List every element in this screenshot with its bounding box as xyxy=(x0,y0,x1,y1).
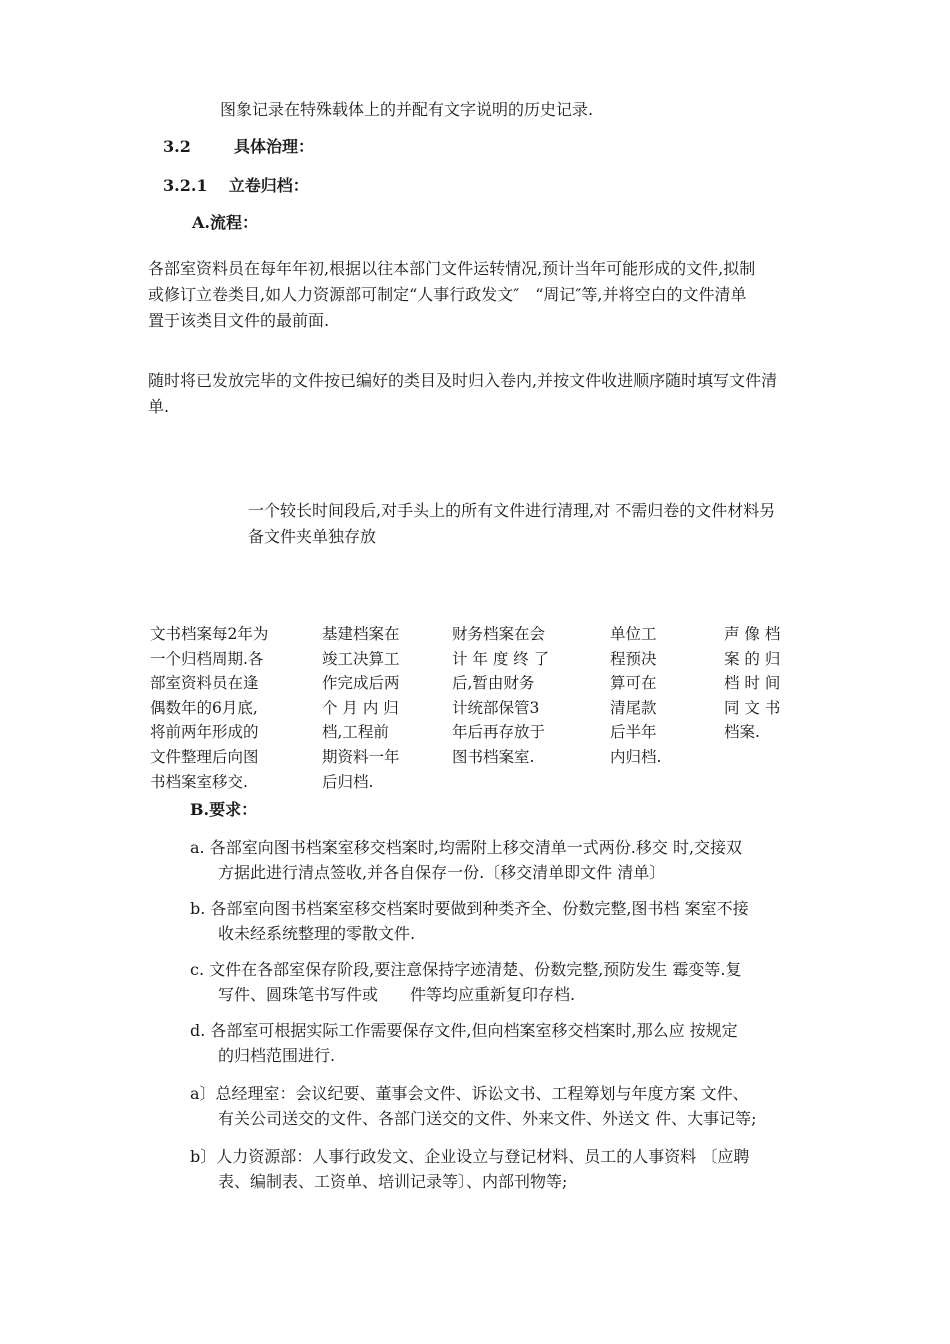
column-line: 一个归档周期.各 xyxy=(150,649,264,668)
requirement-line: 收未经系统整理的零散文件. xyxy=(218,924,416,943)
column-line: 单位工 xyxy=(610,625,657,643)
column-line: 内归档. xyxy=(610,747,662,766)
paragraph-1 xyxy=(148,256,755,334)
paragraph-line: 一个较长时间段后,对手头上的所有文件进行清理,对 不需归卷的文件材料另 xyxy=(248,501,776,520)
requirement-line: 的归档范围进行. xyxy=(218,1046,336,1065)
column-line: 案 的 归 xyxy=(724,649,781,668)
column-line: 偶数年的6月底, xyxy=(150,698,258,717)
column-line: 财务档案在会 xyxy=(452,625,546,643)
column-finance xyxy=(452,622,549,770)
scope-hr-department xyxy=(190,1144,749,1194)
requirement-a xyxy=(190,835,742,885)
column-line: 清尾款 xyxy=(610,698,657,717)
column-line: 档 时 间 xyxy=(724,674,781,693)
requirement-line: 表、编制表、工资单、培训记录等〕、内部刊物等; xyxy=(218,1172,568,1191)
requirement-line: c. 文件在各部室保存阶段,要注意保持字迹清楚、份数完整,预防发生 霉变等.复 xyxy=(190,960,742,979)
intro-line: 图象记录在特殊载体上的并配有文字说明的历史记录. xyxy=(220,100,594,119)
column-line: 文件整理后向图 xyxy=(150,747,259,766)
column-line: 计统部保管3 xyxy=(452,698,540,717)
column-line: 算可在 xyxy=(610,674,657,693)
paragraph-line: 随时将已发放完毕的文件按已编好的类目及时归入卷内,并按文件收进顺序随时填写文件清 xyxy=(148,371,778,390)
subsection-number: 3.2.1 xyxy=(163,176,208,195)
requirement-line: 有关公司送交的文件、各部门送交的文件、外来文件、外送文 件、大事记等; xyxy=(218,1109,757,1128)
requirement-line: d. 各部室可根据实际工作需要保存文件,但向档案室移交档案时,那么应 按规定 xyxy=(190,1021,738,1040)
column-line: 将前两年形成的 xyxy=(150,723,259,742)
heading-b: B.要求： xyxy=(190,800,258,819)
subsection-title: 立卷归档： xyxy=(228,176,309,195)
column-line: 个 月 内 归 xyxy=(322,698,399,717)
column-line: 部室资料员在逢 xyxy=(150,674,259,693)
column-documents xyxy=(150,622,268,794)
column-line: 文书档案每2年为 xyxy=(150,625,269,643)
column-construction xyxy=(322,622,400,794)
column-budget xyxy=(610,622,661,770)
requirement-b xyxy=(190,896,749,946)
column-line: 年后再存放于 xyxy=(452,723,546,742)
column-line: 竣工决算工 xyxy=(322,649,400,668)
section-title: 具体治理： xyxy=(234,137,315,156)
subsection-heading xyxy=(163,173,309,199)
column-line: 书档案室移交. xyxy=(150,772,248,791)
paragraph-line: 置于该类目文件的最前面. xyxy=(148,311,330,330)
column-audiovisual xyxy=(724,622,780,745)
paragraph-3 xyxy=(248,498,775,550)
paragraph-line: 备文件夹单独存放 xyxy=(248,527,377,546)
requirement-line: a〕总经理室：会议纪要、董事会文件、诉讼文书、工程筹划与年度方案 文件、 xyxy=(190,1084,749,1103)
column-line: 档,工程前 xyxy=(322,723,389,742)
requirement-line: a. 各部室向图书档案室移交档案时,均需附上移交清单一式两份.移交 时,交接双 xyxy=(190,838,743,857)
column-line: 同 文 书 xyxy=(724,698,781,717)
requirement-c xyxy=(190,957,741,1007)
requirement-line: b. 各部室向图书档案室移交档案时要做到种类齐全、份数完整,图书档 案室不接 xyxy=(190,899,749,918)
column-line: 期资料一年 xyxy=(322,747,400,766)
column-line: 后半年 xyxy=(610,723,657,742)
column-line: 后,暂由财务 xyxy=(452,674,535,693)
column-line: 后归档. xyxy=(322,772,374,791)
paragraph-2 xyxy=(148,368,777,420)
paragraph-line: 各部室资料员在每年年初,根据以往本部门文件运转情况,预计当年可能形成的文件,拟制 xyxy=(148,259,756,278)
column-line: 计 年 度 终 了 xyxy=(452,649,550,668)
scope-general-office xyxy=(190,1081,756,1131)
paragraph-line: 或修订立卷类目,如人力资源部可制定“人事行政发文″ “周记″等,并将空白的文件清单 xyxy=(148,285,747,304)
column-line: 程预决 xyxy=(610,649,657,668)
requirement-line: 方据此进行清点签收,并各自保存一份.〔移交清单即文件 清单〕 xyxy=(218,863,666,882)
heading-a: A.流程： xyxy=(192,213,258,232)
section-number: 3.2 xyxy=(163,137,191,156)
column-line: 档案. xyxy=(724,723,760,742)
column-line: 图书档案室. xyxy=(452,747,535,766)
requirement-d xyxy=(190,1018,738,1068)
column-line: 作完成后两 xyxy=(322,674,400,693)
requirement-line: 写件、圆珠笔书写件或 件等均应重新复印存档. xyxy=(218,985,576,1004)
paragraph-line: 单. xyxy=(148,397,170,416)
section-heading xyxy=(163,134,314,160)
column-line: 基建档案在 xyxy=(322,625,400,643)
requirement-line: b〕人力资源部：人事行政发文、企业设立与登记材料、员工的人事资料 〔应聘 xyxy=(190,1147,750,1166)
column-line: 声 像 档 xyxy=(724,625,781,643)
